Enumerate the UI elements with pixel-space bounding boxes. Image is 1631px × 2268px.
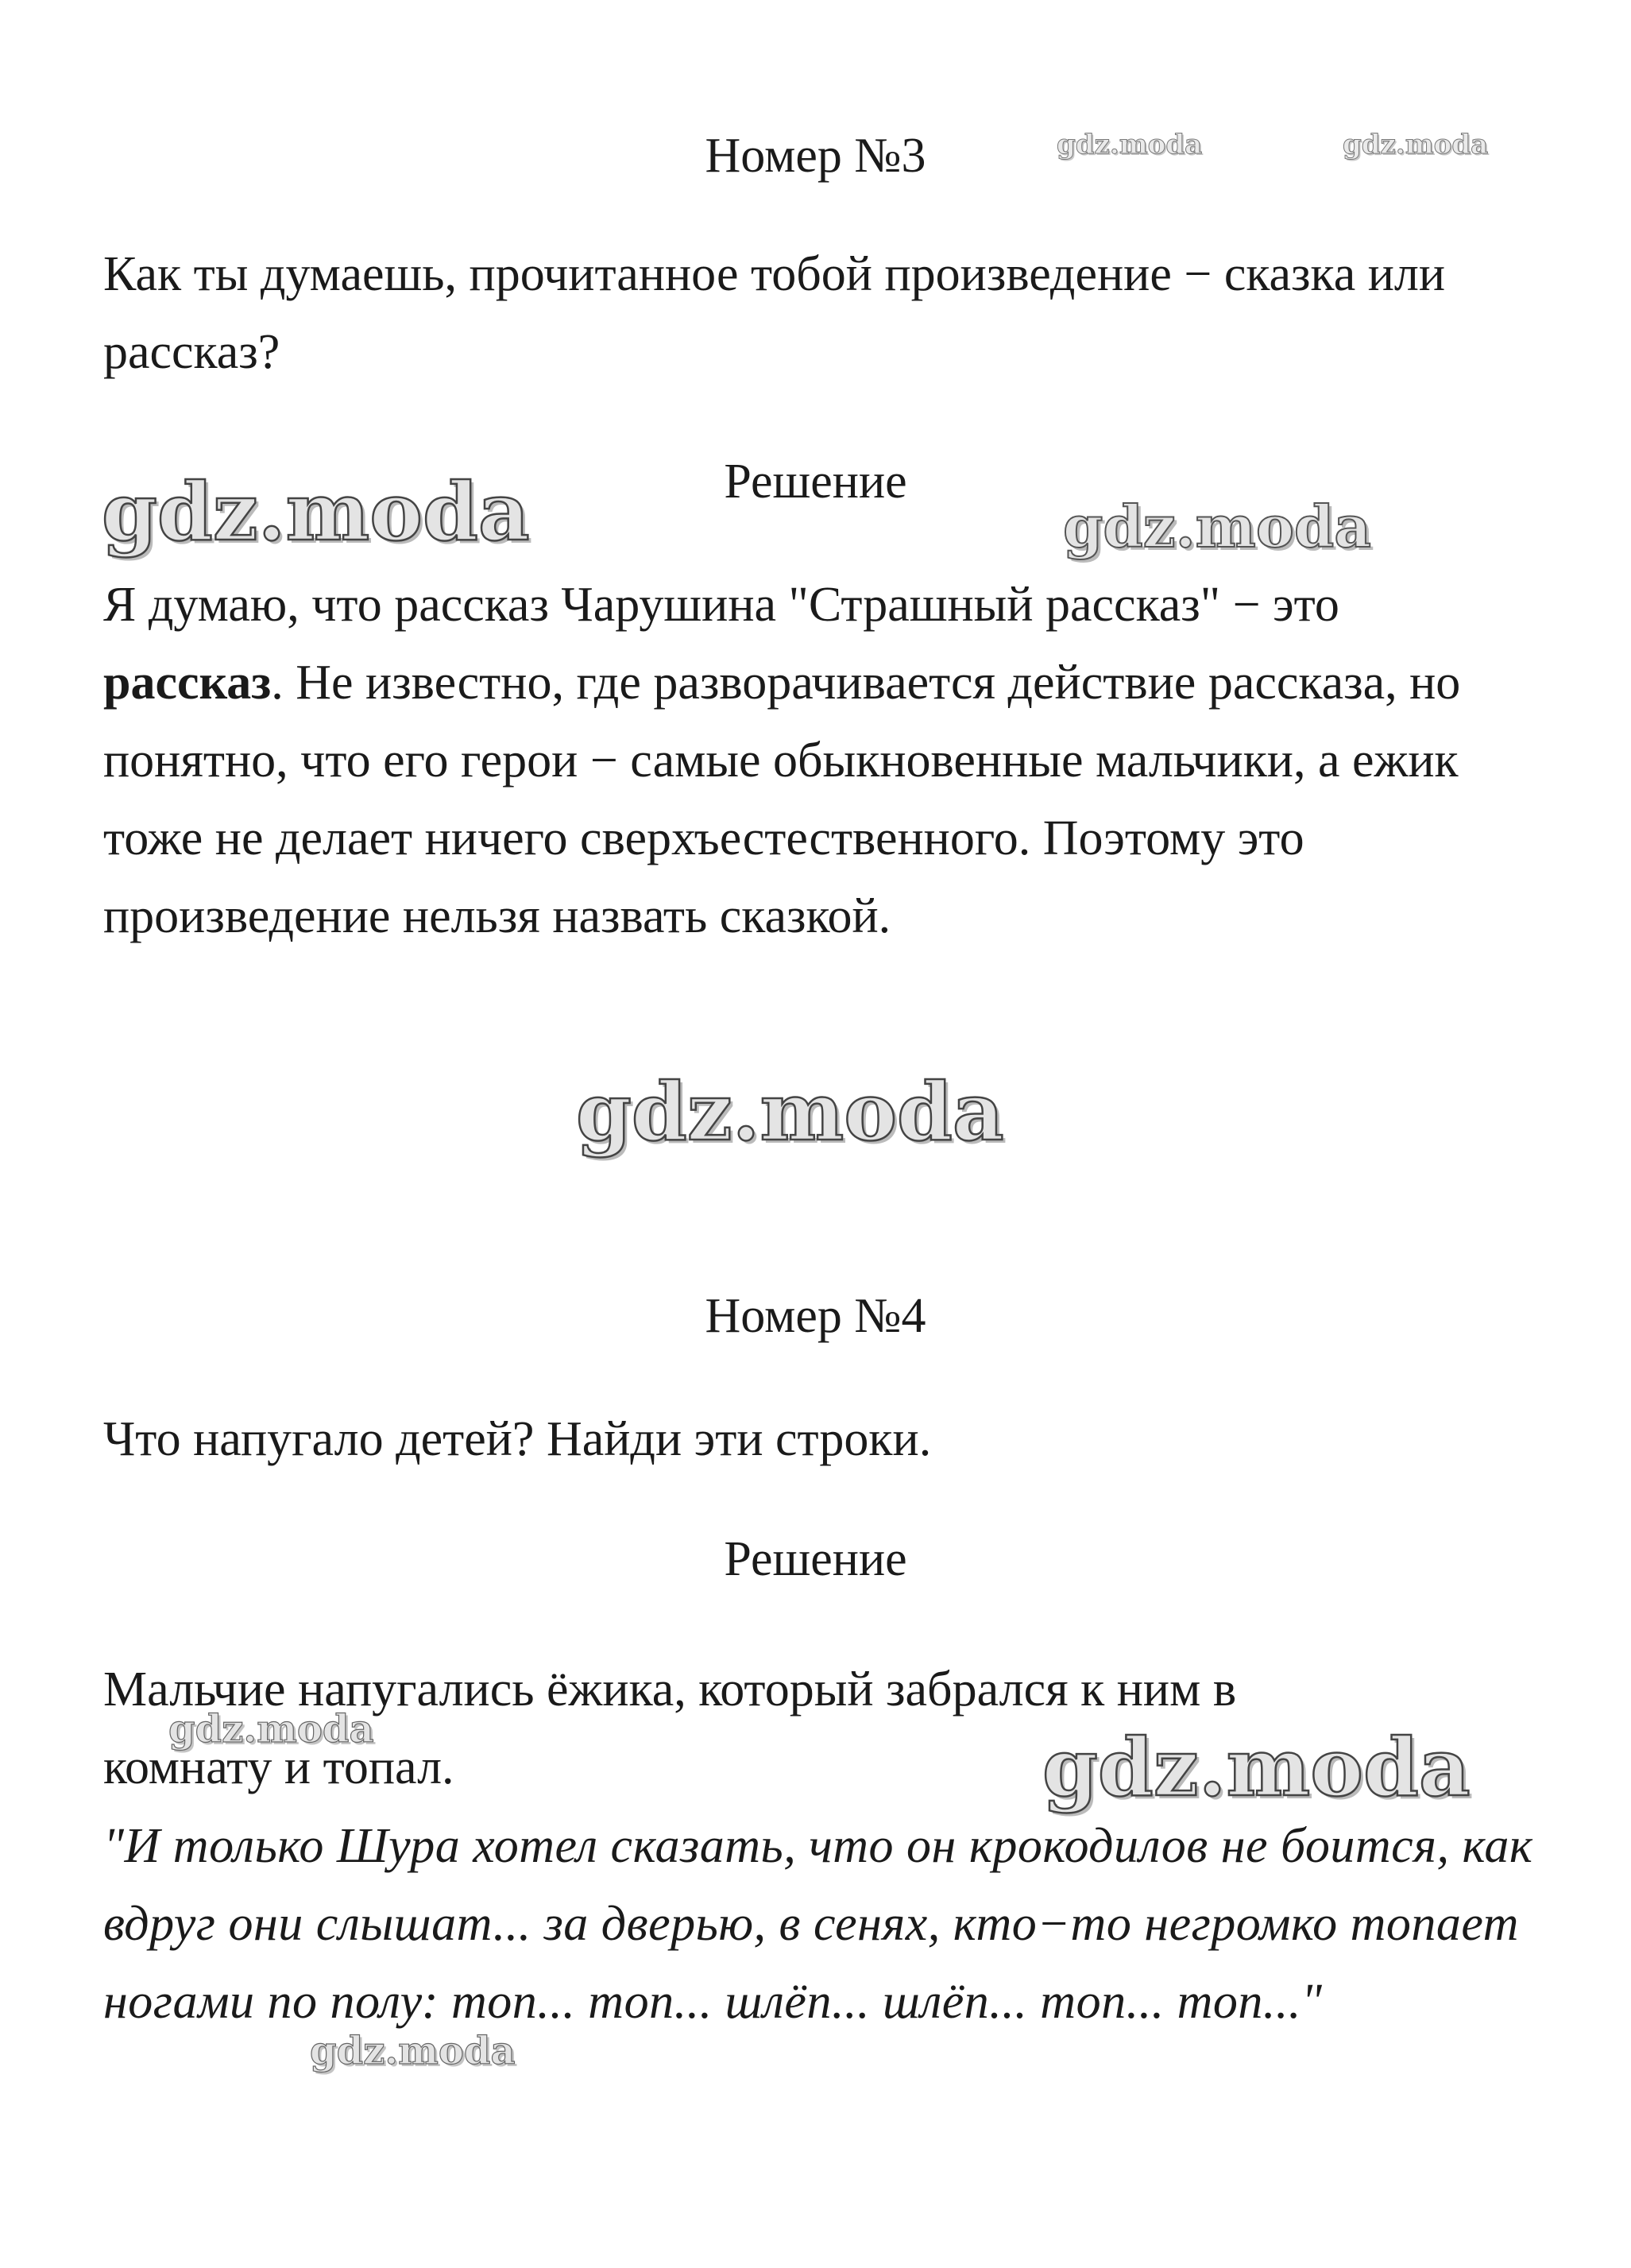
watermark: gdz.moda: [1042, 1720, 1471, 1814]
section-4-question: Что напугало детей? Найди эти строки.: [103, 1412, 932, 1466]
section-4-answer: Мальчие напугались ёжика, который забрался к ним в комнату и топал.: [103, 1662, 1237, 1794]
answer-text-end: . Не известно, где разворачивается действие рассказа, но понятно, что его герои − самые обыкновенные мальчики, а ежик тоже не делает ничего сверхъестественного. Поэтому это произведение нельзя назвать сказкой.: [103, 656, 1461, 943]
watermark: gdz.moda: [1057, 129, 1203, 161]
watermark: gdz.moda: [1343, 129, 1489, 161]
section-4-quote: "И только Шура хотел сказать, что он крокодилов не боится, как вдруг они слышат... за дверью, в сенях, кто−то негромко топает ногами по полу: топ... топ... шлёп... шлёп... топ... топ...": [103, 1819, 1533, 2029]
section-4-title: Номер №4: [705, 1289, 926, 1343]
answer-text-start: Я думаю, что рассказ Чарушина "Страшный рассказ" − это: [103, 578, 1339, 632]
section-3-question: Как ты думаешь, прочитанное тобой произведение − сказка или рассказ?: [103, 247, 1446, 379]
watermark: gdz.moda: [576, 1065, 1004, 1159]
watermark: gdz.moda: [102, 465, 530, 559]
watermark: gdz.moda: [310, 2029, 516, 2073]
watermark: gdz.moda: [1063, 493, 1371, 560]
section-3-title: Номер №3: [705, 129, 926, 183]
watermark: gdz.moda: [168, 1707, 374, 1751]
answer-bold-term: рассказ: [103, 656, 272, 710]
section-3-answer: [103, 566, 1509, 955]
section-4-solution-label: Решение: [724, 1532, 907, 1586]
section-3-solution-label: Решение: [724, 455, 907, 509]
